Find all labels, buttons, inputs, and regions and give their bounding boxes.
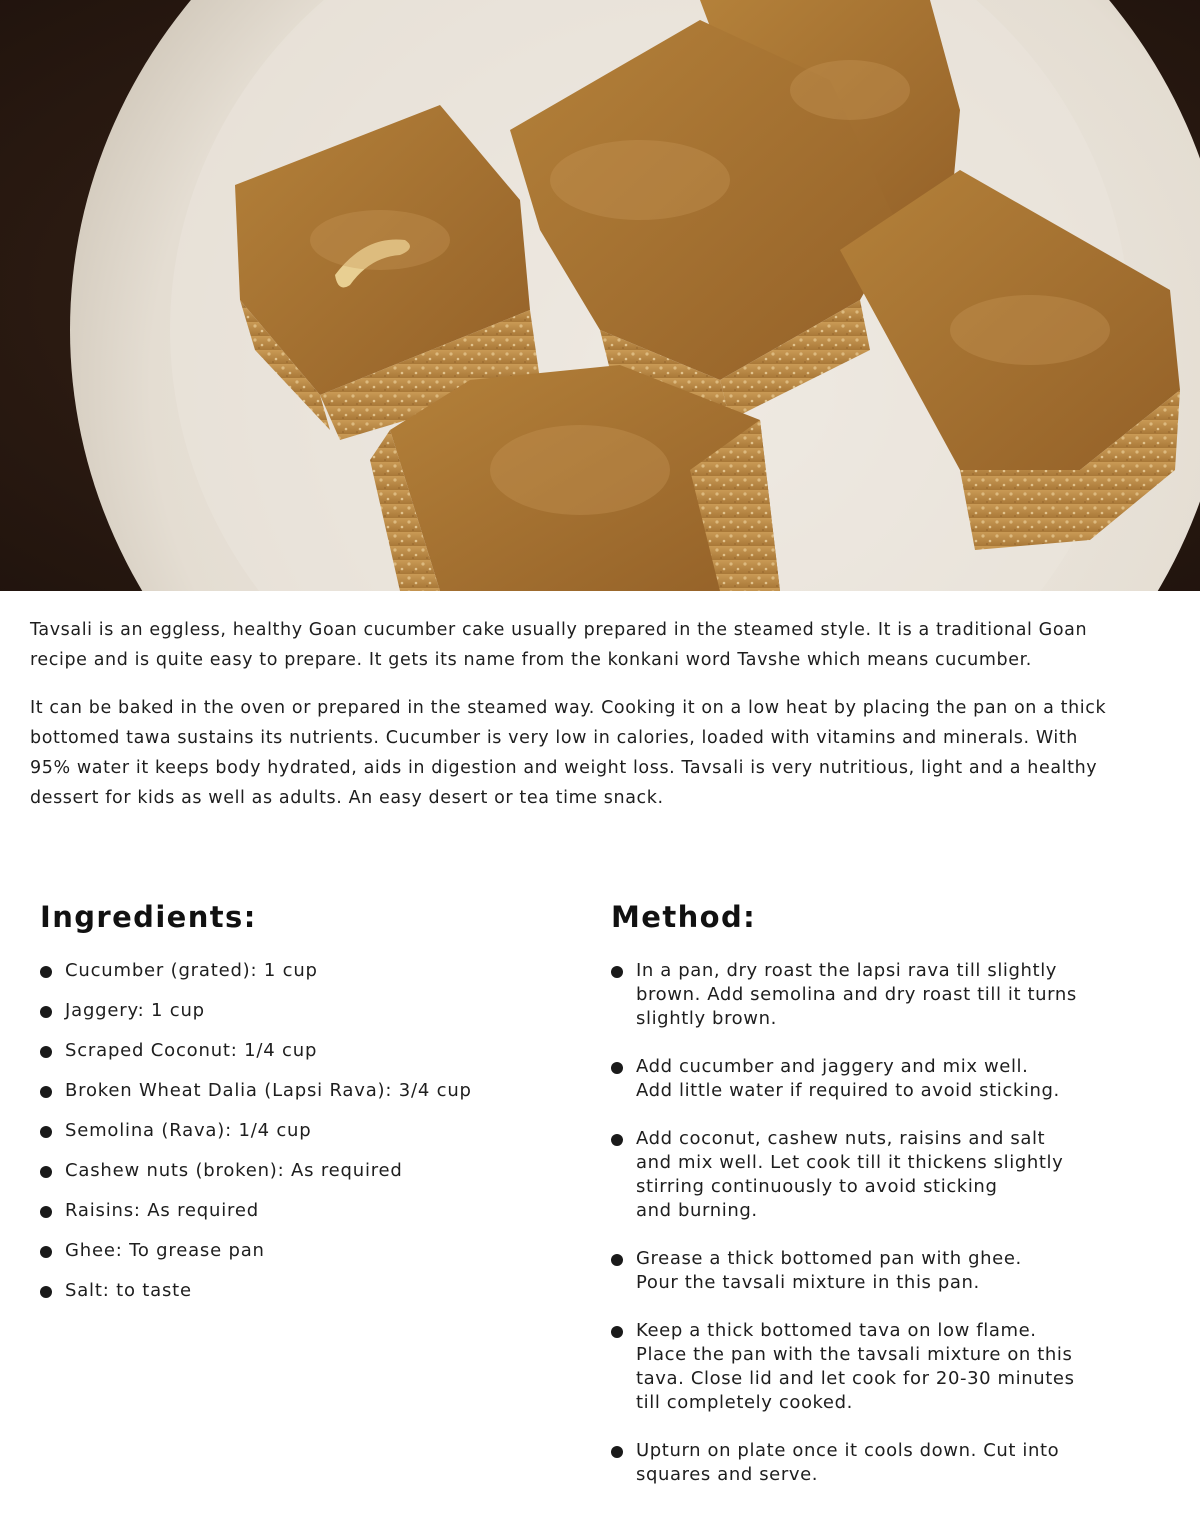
bullet-icon bbox=[40, 1006, 52, 1018]
method-step: Add cucumber and jaggery and mix well. Add little water if required to avoid sticking. bbox=[611, 1055, 1171, 1103]
ingredients-list bbox=[40, 959, 580, 1303]
ingredient-item: Cashew nuts (broken): As required bbox=[40, 1159, 580, 1183]
bullet-icon bbox=[40, 1166, 52, 1178]
bullet-icon bbox=[40, 1126, 52, 1138]
tavsali-cake-photo-icon bbox=[0, 0, 1200, 591]
bullet-icon bbox=[40, 1206, 52, 1218]
bullet-icon bbox=[611, 1446, 623, 1458]
bullet-icon bbox=[611, 1062, 623, 1074]
ingredient-item: Broken Wheat Dalia (Lapsi Rava): 3/4 cup bbox=[40, 1079, 580, 1103]
intro-section bbox=[30, 615, 1110, 831]
ingredients-section bbox=[40, 897, 580, 1319]
ingredient-item: Cucumber (grated): 1 cup bbox=[40, 959, 580, 983]
method-step: Keep a thick bottomed tava on low flame. Place the pan with the tavsali mixture on this tava. Close lid and let cook for 20-30 minutes till completely cooked. bbox=[611, 1319, 1171, 1415]
ingredient-item: Ghee: To grease pan bbox=[40, 1239, 580, 1263]
hero-photo bbox=[0, 0, 1200, 591]
intro-paragraph-1: Tavsali is an eggless, healthy Goan cucumber cake usually prepared in the steamed style. It is a traditional Goan recipe and is quite easy to prepare. It gets its name from the konkani word Tavshe which means cucumber. bbox=[30, 620, 1088, 670]
ingredients-heading: Ingredients: bbox=[40, 900, 257, 934]
bullet-icon bbox=[611, 1254, 623, 1266]
ingredient-item: Raisins: As required bbox=[40, 1199, 580, 1223]
bullet-icon bbox=[611, 1134, 623, 1146]
bullet-icon bbox=[611, 966, 623, 978]
intro-paragraph-2: It can be baked in the oven or prepared in the steamed way. Cooking it on a low heat by placing the pan on a thick bottomed tawa sustains its nutrients. Cucumber is very low in calories, loaded with vitamins and minerals. With 95% water it keeps body hydrated, aids in digestion and weight loss. Tavsali is very nutritious, light and a healthy dessert for kids as well as adults. An easy desert or tea time snack. bbox=[30, 698, 1107, 808]
method-step: In a pan, dry roast the lapsi rava till slightly brown. Add semolina and dry roast till it turns slightly brown. bbox=[611, 959, 1171, 1031]
method-step: Add coconut, cashew nuts, raisins and salt and mix well. Let cook till it thickens slightly stirring continuously to avoid sticking and burning. bbox=[611, 1127, 1171, 1223]
ingredient-item: Scraped Coconut: 1/4 cup bbox=[40, 1039, 580, 1063]
ingredient-item: Jaggery: 1 cup bbox=[40, 999, 580, 1023]
method-section bbox=[611, 897, 1171, 1511]
method-step: Grease a thick bottomed pan with ghee. Pour the tavsali mixture in this pan. bbox=[611, 1247, 1171, 1295]
bullet-icon bbox=[40, 1286, 52, 1298]
bullet-icon bbox=[40, 1046, 52, 1058]
ingredient-item: Salt: to taste bbox=[40, 1279, 580, 1303]
bullet-icon bbox=[40, 1086, 52, 1098]
method-heading: Method: bbox=[611, 900, 757, 934]
bullet-icon bbox=[40, 966, 52, 978]
bullet-icon bbox=[40, 1246, 52, 1258]
bullet-icon bbox=[611, 1326, 623, 1338]
method-list bbox=[611, 959, 1171, 1487]
ingredient-item: Semolina (Rava): 1/4 cup bbox=[40, 1119, 580, 1143]
method-step: Upturn on plate once it cools down. Cut into squares and serve. bbox=[611, 1439, 1171, 1487]
